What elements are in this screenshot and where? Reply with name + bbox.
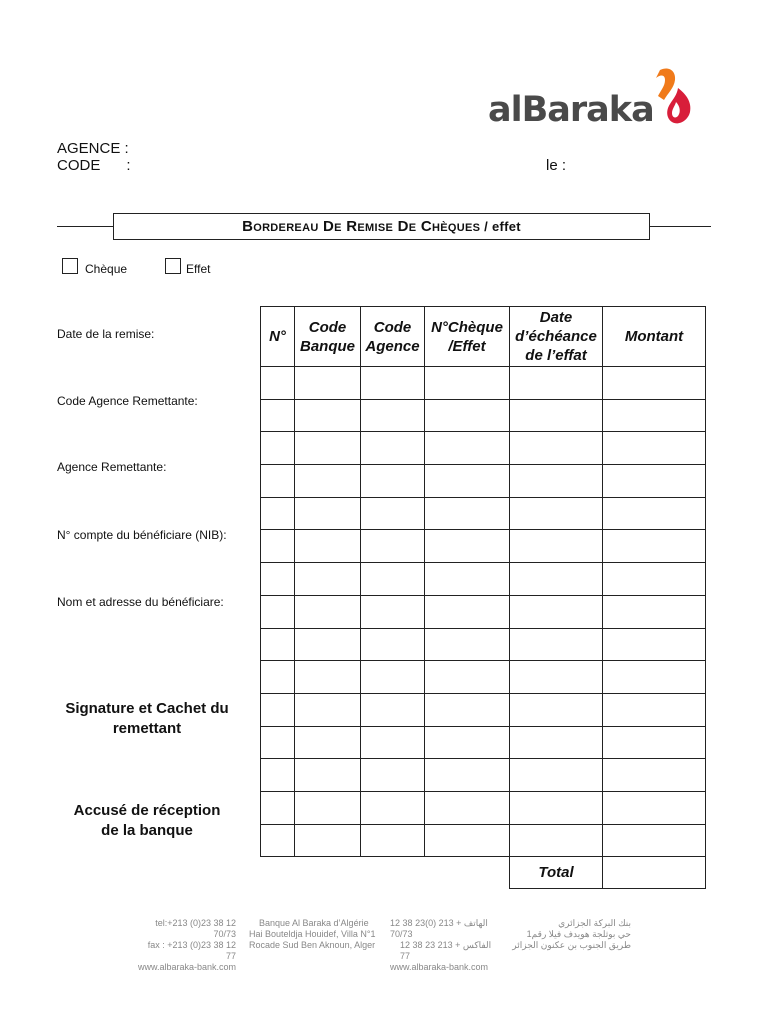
cell-code-banque[interactable]: [295, 726, 361, 759]
header-date-echeance: Date d’échéance de l’effat: [510, 307, 603, 367]
cell-numero-cheque[interactable]: [425, 824, 510, 857]
cell-montant[interactable]: [603, 628, 706, 661]
cell-date-echeance[interactable]: [510, 661, 603, 694]
header-code-agence: Code Agence: [361, 307, 425, 367]
cell-date-echeance[interactable]: [510, 497, 603, 530]
cheques-table: [260, 306, 706, 889]
header-montant: Montant: [603, 307, 706, 367]
footer-address: Banque Al Baraka d’Algérie Hai Bouteldja Houidef, Villa N°1 Rocade Sud Ben Aknoun, Alger: [249, 918, 376, 950]
cell-code-banque[interactable]: [295, 791, 361, 824]
cell-code-banque[interactable]: [295, 628, 361, 661]
signature-cachet-label: [57, 699, 237, 739]
table-row: [261, 726, 706, 759]
cell-code-banque[interactable]: [295, 824, 361, 857]
cell-date-echeance[interactable]: [510, 465, 603, 498]
cell-code-agence[interactable]: [361, 399, 425, 432]
cell-montant[interactable]: [603, 530, 706, 563]
cheque-checkbox[interactable]: [62, 258, 78, 274]
agence-remettante-label: Agence Remettante:: [57, 460, 167, 474]
cell-numero-cheque[interactable]: [425, 693, 510, 726]
cell-numero[interactable]: [261, 465, 295, 498]
table-row: [261, 530, 706, 563]
cell-numero-cheque[interactable]: [425, 497, 510, 530]
total-row: [261, 857, 706, 889]
cell-code-banque[interactable]: [295, 399, 361, 432]
title-rule-right: [649, 226, 711, 227]
table-row: [261, 661, 706, 694]
cell-numero[interactable]: [261, 628, 295, 661]
cell-date-echeance[interactable]: [510, 595, 603, 628]
cell-numero-cheque[interactable]: [425, 367, 510, 400]
table-row: [261, 824, 706, 857]
receipt-line-2: de la banque: [101, 822, 193, 839]
footer-contact: tel:+213 (0)23 38 12 70/73 fax : +213 (0)23 38 12 77 www.albaraka-bank.com: [137, 918, 236, 972]
table-row: [261, 628, 706, 661]
cell-code-banque[interactable]: [295, 661, 361, 694]
cell-code-banque[interactable]: [295, 563, 361, 596]
cell-numero[interactable]: [261, 367, 295, 400]
albaraka-logo: [488, 66, 708, 136]
cell-code-agence[interactable]: [361, 726, 425, 759]
cell-numero[interactable]: [261, 824, 295, 857]
cell-code-agence[interactable]: [361, 563, 425, 596]
cell-montant[interactable]: [603, 465, 706, 498]
cell-date-echeance[interactable]: [510, 432, 603, 465]
cell-date-echeance[interactable]: [510, 726, 603, 759]
cell-numero-cheque[interactable]: [425, 661, 510, 694]
cell-code-banque[interactable]: [295, 367, 361, 400]
cell-numero[interactable]: [261, 693, 295, 726]
cell-numero[interactable]: [261, 661, 295, 694]
cell-date-echeance[interactable]: [510, 628, 603, 661]
cell-code-agence[interactable]: [361, 595, 425, 628]
cell-montant[interactable]: [603, 563, 706, 596]
cell-montant[interactable]: [603, 367, 706, 400]
cell-code-agence[interactable]: [361, 497, 425, 530]
cell-numero-cheque[interactable]: [425, 759, 510, 792]
signature-line-2: remettant: [112, 720, 182, 737]
cell-date-echeance[interactable]: [510, 693, 603, 726]
title-rule-left: [57, 226, 114, 227]
cell-code-agence[interactable]: [361, 465, 425, 498]
cell-numero[interactable]: [261, 432, 295, 465]
table-row: [261, 693, 706, 726]
code-field: [57, 157, 131, 174]
code-colon: :: [126, 157, 131, 174]
date-label: le :: [546, 157, 567, 174]
nom-adresse-beneficiaire-label: Nom et adresse du bénéficiare:: [57, 595, 224, 609]
header-numero: N°: [261, 307, 295, 367]
footer-address-ar: بنك البركة الجزائري حي بوثلجة هويدف فيلا رقم1 طريق الجنوب بن عكنون الجزائر: [512, 918, 631, 950]
cell-numero-cheque[interactable]: [425, 563, 510, 596]
title-suffix: / effet: [480, 219, 521, 234]
cell-numero[interactable]: [261, 399, 295, 432]
cell-date-echeance[interactable]: [510, 399, 603, 432]
cell-montant[interactable]: [603, 497, 706, 530]
cell-date-echeance[interactable]: [510, 759, 603, 792]
date-remise-label: Date de la remise:: [57, 327, 155, 341]
signature-line-1: Signature et Cachet du: [65, 700, 229, 717]
table-row: [261, 399, 706, 432]
cell-numero[interactable]: [261, 726, 295, 759]
table-header-row: [261, 307, 706, 367]
cell-code-agence[interactable]: [361, 759, 425, 792]
cell-date-echeance[interactable]: [510, 530, 603, 563]
header-numero-cheque: N°Chèque /Effet: [425, 307, 510, 367]
table-row: [261, 595, 706, 628]
total-label: Total: [510, 857, 603, 889]
cell-numero[interactable]: [261, 530, 295, 563]
receipt-line-1: Accusé de réception: [73, 802, 221, 819]
logo-mark-icon: [648, 66, 698, 128]
cell-code-banque[interactable]: [295, 465, 361, 498]
total-amount-cell[interactable]: [603, 857, 706, 889]
cell-numero[interactable]: [261, 595, 295, 628]
cell-code-banque[interactable]: [295, 759, 361, 792]
effet-checkbox[interactable]: [165, 258, 181, 274]
agence-label: AGENCE :: [57, 140, 129, 157]
cell-montant[interactable]: [603, 399, 706, 432]
table-row: [261, 432, 706, 465]
cell-numero-cheque[interactable]: [425, 791, 510, 824]
cell-numero[interactable]: [261, 759, 295, 792]
table-row: [261, 791, 706, 824]
cell-montant[interactable]: [603, 791, 706, 824]
cell-code-agence[interactable]: [361, 530, 425, 563]
cell-code-agence[interactable]: [361, 693, 425, 726]
cell-numero[interactable]: [261, 497, 295, 530]
cell-montant[interactable]: [603, 759, 706, 792]
table-row: [261, 465, 706, 498]
cell-montant[interactable]: [603, 432, 706, 465]
cheque-checkbox-label: Chèque: [85, 262, 128, 276]
cell-numero-cheque[interactable]: [425, 726, 510, 759]
cell-montant[interactable]: [603, 693, 706, 726]
header-code-banque: Code Banque: [295, 307, 361, 367]
cell-date-echeance[interactable]: [510, 791, 603, 824]
table-row: [261, 563, 706, 596]
code-agence-remettante-label: Code Agence Remettante:: [57, 394, 198, 408]
logo-wordmark: alBaraka: [488, 90, 654, 130]
cell-numero[interactable]: [261, 791, 295, 824]
table-row: [261, 759, 706, 792]
footer-contact-ar: الهاتف + 213 (0)23 38 12 70/73 الفاكس + 213 23 38 12 77 www.albaraka-bank.com: [390, 918, 492, 972]
cell-date-echeance[interactable]: [510, 824, 603, 857]
cell-code-banque[interactable]: [295, 530, 361, 563]
accuse-reception-label: [57, 801, 237, 841]
cell-code-agence[interactable]: [361, 791, 425, 824]
cell-code-agence[interactable]: [361, 628, 425, 661]
cell-date-echeance[interactable]: [510, 367, 603, 400]
cell-numero-cheque[interactable]: [425, 628, 510, 661]
table-row: [261, 497, 706, 530]
cell-montant[interactable]: [603, 726, 706, 759]
cell-code-banque[interactable]: [295, 693, 361, 726]
cell-numero-cheque[interactable]: [425, 432, 510, 465]
cell-code-agence[interactable]: [361, 432, 425, 465]
title-main: Bordereau De Remise De Chèques: [242, 218, 481, 235]
cell-code-agence[interactable]: [361, 661, 425, 694]
cell-code-banque[interactable]: [295, 432, 361, 465]
cell-code-agence[interactable]: [361, 367, 425, 400]
cell-montant[interactable]: [603, 595, 706, 628]
effet-checkbox-label: Effet: [186, 262, 211, 276]
cell-code-banque[interactable]: [295, 595, 361, 628]
cell-numero-cheque[interactable]: [425, 465, 510, 498]
cell-code-banque[interactable]: [295, 497, 361, 530]
cell-montant[interactable]: [603, 661, 706, 694]
document-title: [113, 213, 650, 240]
code-label: CODE: [57, 157, 101, 174]
cell-numero[interactable]: [261, 563, 295, 596]
cell-numero-cheque[interactable]: [425, 530, 510, 563]
cell-numero-cheque[interactable]: [425, 399, 510, 432]
cell-numero-cheque[interactable]: [425, 595, 510, 628]
cell-date-echeance[interactable]: [510, 563, 603, 596]
table-row: [261, 367, 706, 400]
compte-beneficiaire-label: N° compte du bénéficiare (NIB):: [57, 528, 227, 542]
cell-code-agence[interactable]: [361, 824, 425, 857]
cell-montant[interactable]: [603, 824, 706, 857]
